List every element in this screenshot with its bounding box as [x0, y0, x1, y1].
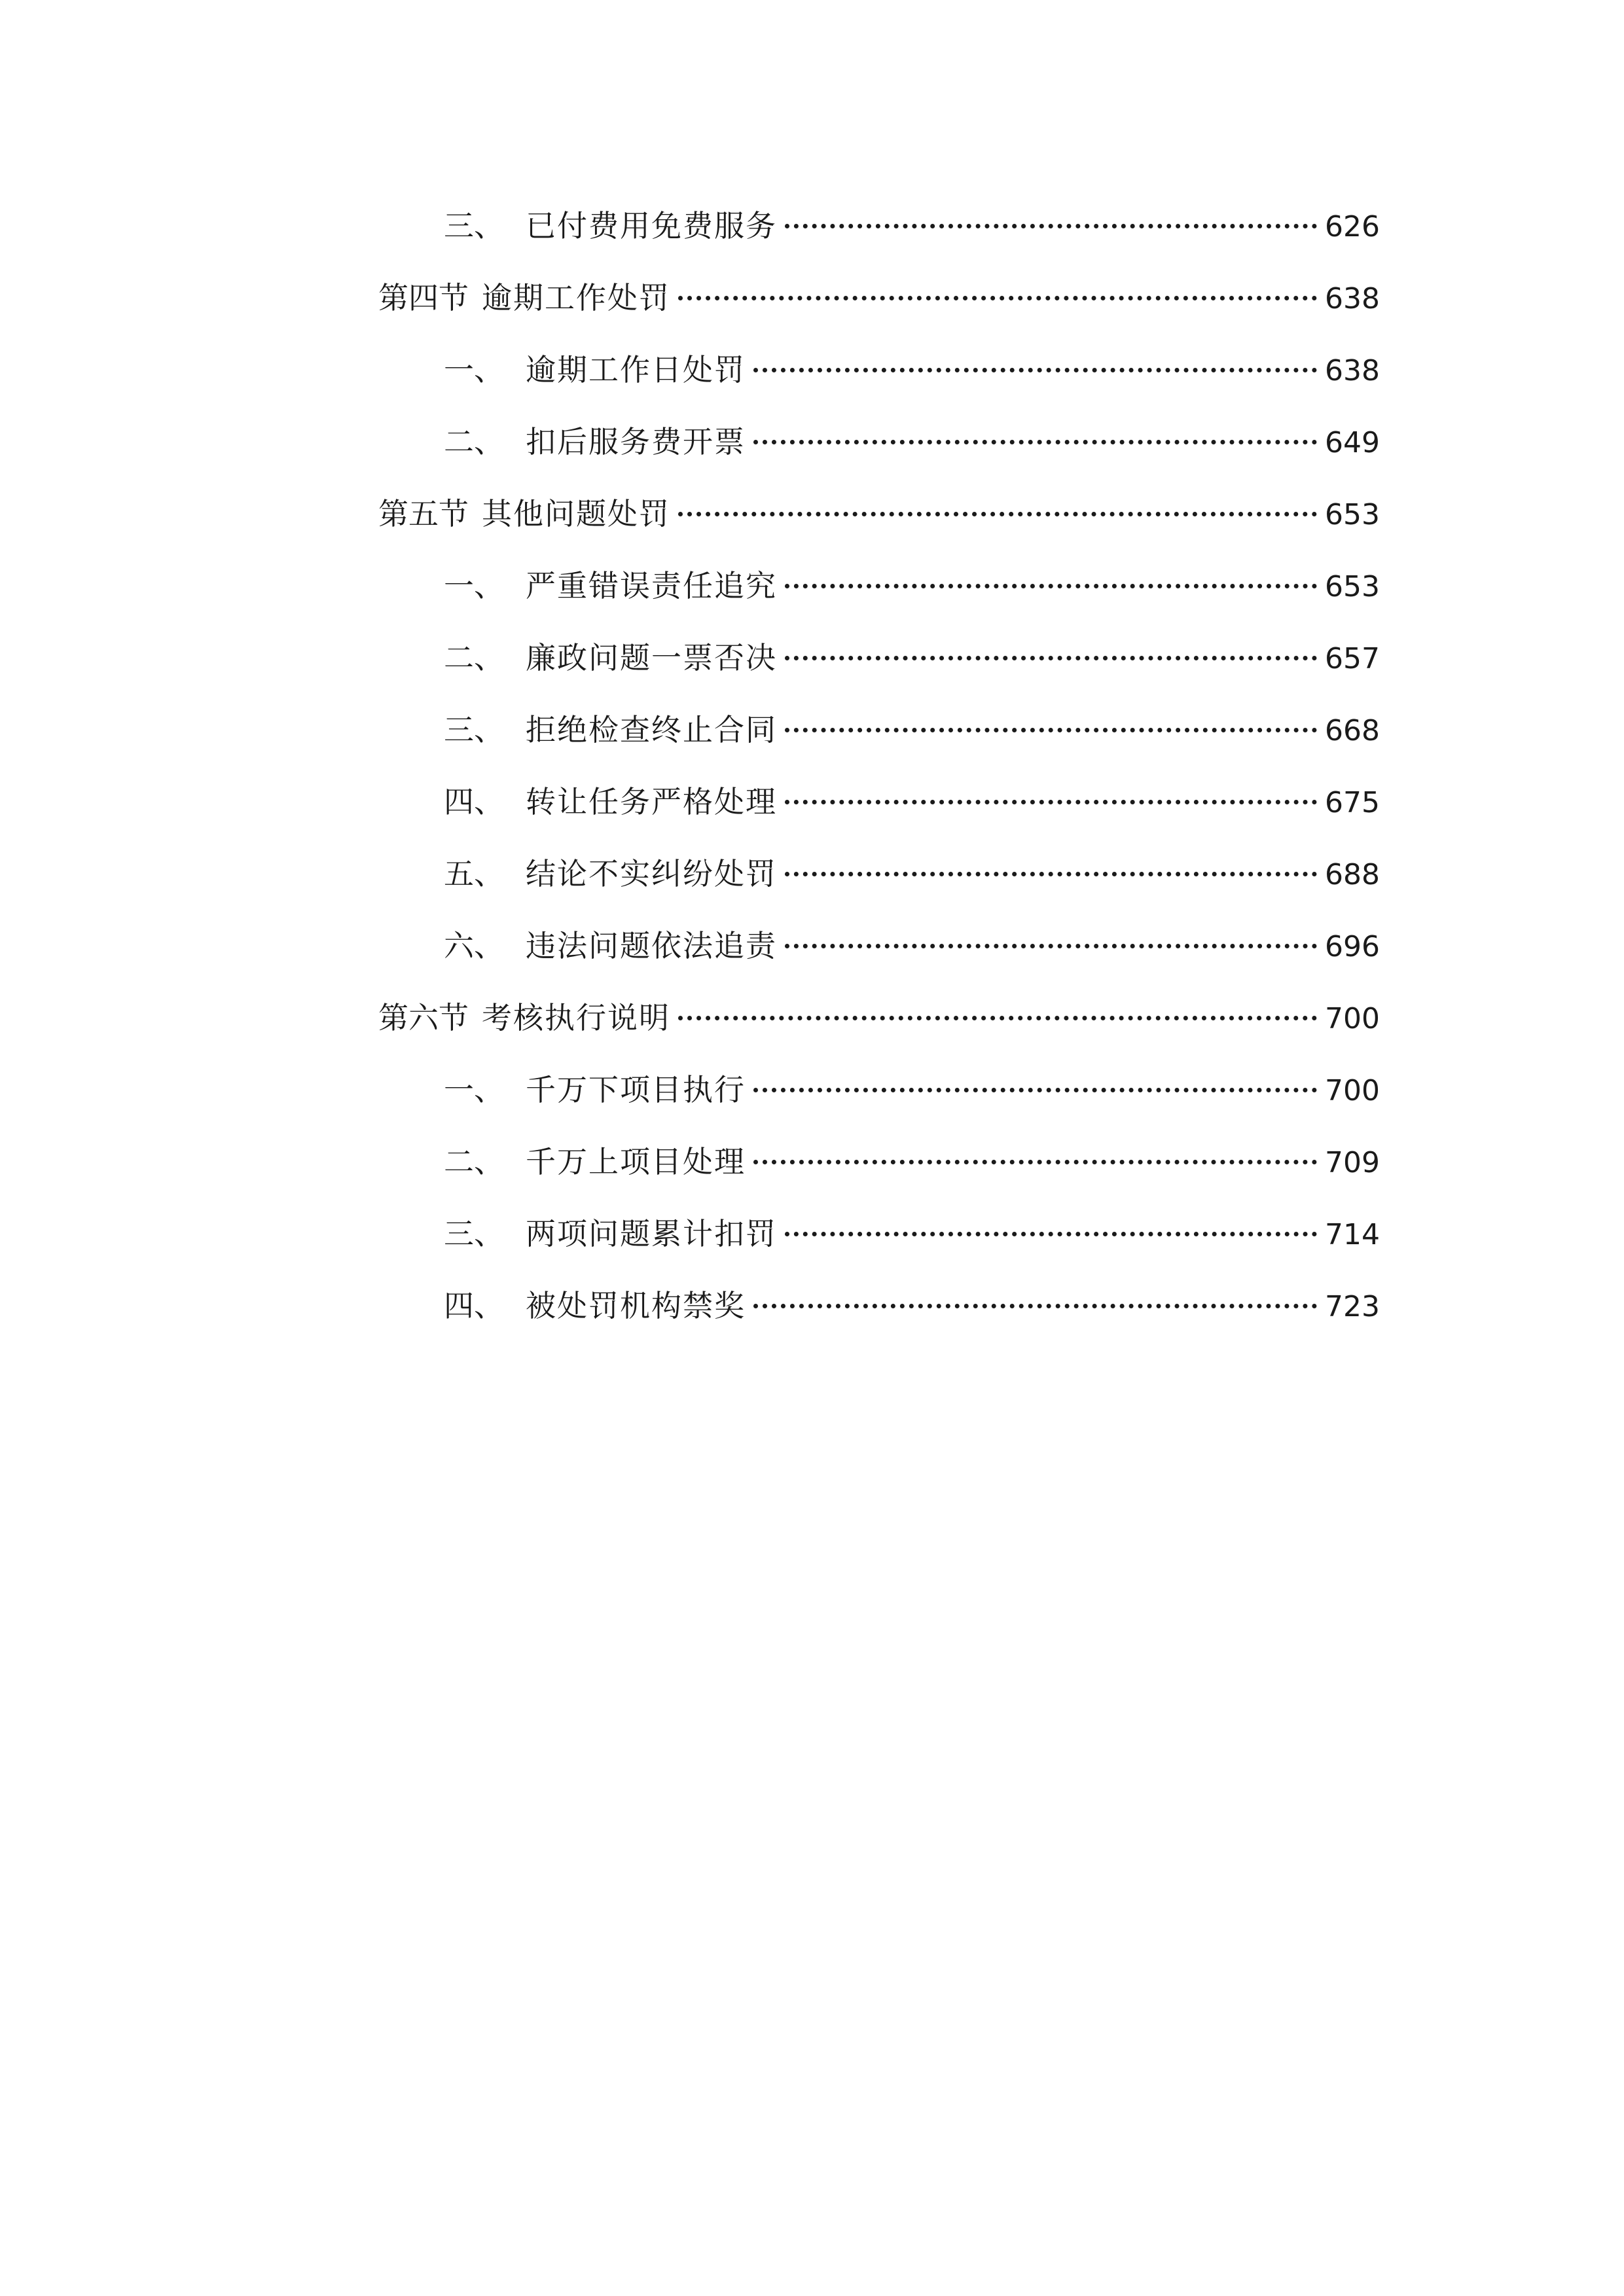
- toc-entry-number: 四、: [444, 784, 504, 819]
- toc-entry-number: 二、: [444, 640, 504, 675]
- dot-leader: [785, 656, 1317, 660]
- dot-leader: [753, 1160, 1317, 1164]
- toc-entry[interactable]: [378, 347, 1380, 419]
- toc-entry-number: 三、: [444, 1216, 504, 1251]
- toc-section-entry[interactable]: [378, 275, 1380, 347]
- dot-leader: [785, 872, 1317, 876]
- toc-entry-title: 廉政问题一票否决: [526, 640, 777, 675]
- toc-entry-number: 二、: [444, 1144, 504, 1179]
- toc-entry[interactable]: [378, 419, 1380, 491]
- toc-entry-page: 653: [1325, 498, 1380, 531]
- dot-leader: [753, 1304, 1317, 1308]
- toc-entry-number: 一、: [444, 352, 504, 387]
- toc-entry[interactable]: [378, 1067, 1380, 1139]
- toc-entry-page: 668: [1325, 714, 1380, 747]
- toc-entry-number: 六、: [444, 928, 504, 963]
- toc-section-title: 逾期工作处罚: [482, 280, 670, 315]
- toc-entry-page: 696: [1325, 930, 1380, 963]
- toc-entry-title: 千万下项目执行: [526, 1072, 746, 1107]
- toc-entry-title: 拒绝检查终止合同: [526, 712, 777, 747]
- toc-entry-number: 五、: [444, 856, 504, 891]
- toc-entry[interactable]: [378, 563, 1380, 635]
- toc-section-entry[interactable]: [378, 995, 1380, 1067]
- toc-entry-title: 两项问题累计扣罚: [526, 1216, 777, 1251]
- toc-entry[interactable]: [378, 203, 1380, 275]
- toc-entry-page: 653: [1325, 570, 1380, 603]
- toc-entry-page: 700: [1325, 1074, 1380, 1107]
- toc-entry-title: 千万上项目处理: [526, 1144, 746, 1179]
- toc-entry-number: 三、: [444, 208, 504, 243]
- dot-leader: [753, 1088, 1317, 1092]
- dot-leader: [785, 800, 1317, 804]
- toc-entry-page: 649: [1325, 426, 1380, 459]
- toc-entry[interactable]: [378, 1139, 1380, 1211]
- toc-entry-title: 被处罚机构禁奖: [526, 1288, 746, 1323]
- toc-entry-title: 严重错误责任追究: [526, 568, 777, 603]
- dot-leader: [785, 728, 1317, 732]
- toc-section-number: 第四节: [378, 280, 469, 315]
- toc-entry[interactable]: [378, 779, 1380, 851]
- dot-leader: [785, 944, 1317, 948]
- toc-entry[interactable]: [378, 1211, 1380, 1283]
- toc-entry-title: 扣后服务费开票: [526, 424, 746, 459]
- toc-entry-page: 638: [1325, 282, 1380, 315]
- toc-entry[interactable]: [378, 1283, 1380, 1355]
- toc-entry-number: 四、: [444, 1288, 504, 1323]
- toc-entry-number: 一、: [444, 568, 504, 603]
- dot-leader: [785, 584, 1317, 588]
- table-of-contents: [378, 203, 1380, 1355]
- toc-entry-page: 688: [1325, 858, 1380, 891]
- dot-leader: [678, 296, 1317, 300]
- toc-entry-title: 结论不实纠纷处罚: [526, 856, 777, 891]
- dot-leader: [785, 1232, 1317, 1236]
- toc-entry-number: 一、: [444, 1072, 504, 1107]
- toc-entry-page: 723: [1325, 1290, 1380, 1323]
- toc-entry[interactable]: [378, 635, 1380, 707]
- dot-leader: [753, 368, 1317, 372]
- toc-entry-title: 转让任务严格处理: [526, 784, 777, 819]
- toc-section-number: 第六节: [378, 1000, 469, 1035]
- toc-entry-page: 626: [1325, 210, 1380, 243]
- dot-leader: [678, 1016, 1317, 1020]
- toc-entry-page: 675: [1325, 786, 1380, 819]
- toc-section-title: 其他问题处罚: [482, 496, 670, 531]
- toc-entry-page: 714: [1325, 1218, 1380, 1251]
- toc-entry[interactable]: [378, 707, 1380, 779]
- toc-entry-title: 已付费用免费服务: [526, 208, 777, 243]
- dot-leader: [753, 440, 1317, 444]
- toc-entry-title: 违法问题依法追责: [526, 928, 777, 963]
- toc-entry-title: 逾期工作日处罚: [526, 352, 746, 387]
- toc-section-number: 第五节: [378, 496, 469, 531]
- toc-section-entry[interactable]: [378, 491, 1380, 563]
- toc-entry-page: 657: [1325, 642, 1380, 675]
- toc-entry[interactable]: [378, 851, 1380, 923]
- toc-entry-number: 二、: [444, 424, 504, 459]
- dot-leader: [785, 224, 1317, 228]
- dot-leader: [678, 512, 1317, 516]
- toc-entry[interactable]: [378, 923, 1380, 995]
- toc-entry-page: 638: [1325, 354, 1380, 387]
- toc-section-title: 考核执行说明: [482, 1000, 670, 1035]
- toc-entry-number: 三、: [444, 712, 504, 747]
- toc-entry-page: 709: [1325, 1146, 1380, 1179]
- toc-entry-page: 700: [1325, 1002, 1380, 1035]
